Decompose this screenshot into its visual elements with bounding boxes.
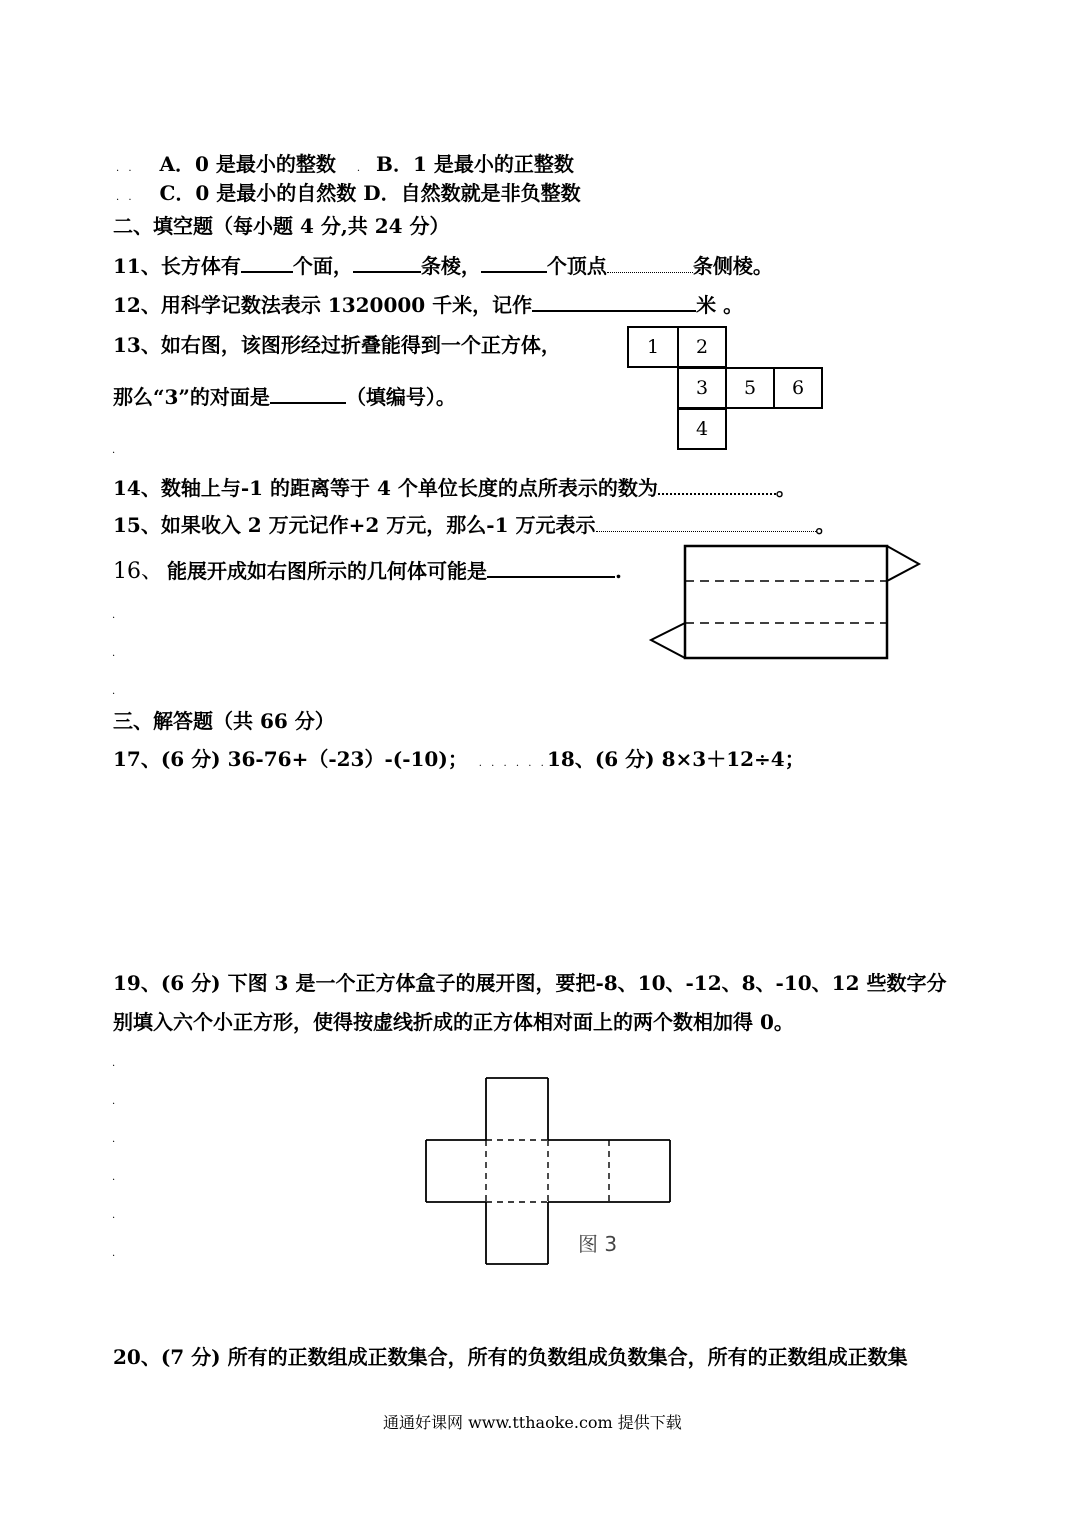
question-19-line-2: 别填入六个小正方形，使得按虚线折成的正方体相对面上的两个数相加得 0。	[113, 1010, 794, 1034]
q16-prism-net	[645, 540, 925, 665]
question-15	[113, 511, 836, 537]
margin-dot: .	[112, 1058, 119, 1069]
option-b: B．1 是最小的正整数	[376, 152, 574, 176]
q11-text-1: 11、长方体有	[113, 254, 241, 278]
option-line-cd	[116, 181, 581, 210]
q12-text-2: 米 。	[696, 293, 744, 317]
net-cell-3: 3	[677, 367, 727, 409]
margin-dot: .	[112, 1134, 119, 1145]
net-cell-5: 5	[725, 367, 775, 409]
margin-dot: .	[112, 1172, 119, 1183]
option-line-ab	[116, 152, 574, 181]
question-17	[113, 747, 559, 776]
q15-blank[interactable]	[596, 511, 816, 532]
q16-blank[interactable]	[487, 556, 615, 578]
q13-text-1: 那么“3”的对面是	[113, 385, 270, 409]
question-12	[113, 290, 743, 317]
q15-text-2: 。	[815, 513, 836, 537]
q11-blank-edges[interactable]	[353, 251, 421, 273]
net-cell-1: 1	[627, 326, 679, 368]
section-2-title: 二、填空题（每小题 4 分,共 24 分）	[113, 214, 450, 238]
margin-dot: .	[112, 610, 119, 621]
q15-text-1: 15、如果收入 2 万元记作+2 万元，那么-1 万元表示	[113, 513, 596, 537]
margin-dot: .	[112, 1210, 119, 1221]
page-footer: 通通好课网 www.tthaoke.com 提供下载	[383, 1413, 682, 1432]
question-16	[113, 556, 622, 584]
net-cell-6: 6	[773, 367, 823, 409]
q12-blank[interactable]	[532, 290, 696, 312]
question-13-line-2	[113, 382, 456, 409]
q11-blank-faces[interactable]	[241, 251, 293, 273]
q14-text-2: 。	[775, 476, 796, 500]
q16-text-2: .	[615, 559, 622, 583]
q11-text-2: 个面，	[292, 254, 353, 278]
q14-blank[interactable]	[658, 473, 776, 495]
option-cd: C．0 是最小的自然数 D．自然数就是非负整数	[159, 181, 581, 205]
q16-number: 16、	[113, 559, 163, 584]
q19-cube-net-figure	[420, 1072, 680, 1272]
margin-dot: .	[112, 1096, 119, 1107]
q11-text-5: 条侧棱。	[692, 254, 773, 278]
question-20-line-1: 20、(7 分) 所有的正数组成正数集合，所有的负数组成负数集合，所有的正数组成正数集	[113, 1345, 908, 1369]
q11-text-3: 条棱，	[420, 254, 481, 278]
leader-dots: . .	[116, 163, 135, 174]
q17-text: 17、(6 分) 36-76+（-23）-(-10)；	[113, 747, 468, 771]
net-cell-2: 2	[677, 326, 727, 368]
margin-dot: .	[112, 1248, 119, 1259]
margin-dot: .	[112, 445, 119, 456]
q11-text-4: 个顶点	[546, 254, 607, 278]
option-a: A．0 是最小的整数	[159, 152, 336, 176]
leader-dots: .	[356, 163, 364, 174]
q14-text-1: 14、数轴上与-1 的距离等于 4 个单位长度的点所表示的数为	[113, 476, 658, 500]
section-3-title: 三、解答题（共 66 分）	[113, 709, 335, 733]
q13-blank[interactable]	[270, 382, 346, 404]
question-13-line-1: 13、如右图，该图形经过折叠能得到一个正方体，	[113, 333, 561, 357]
question-19-line-1: 19、(6 分) 下图 3 是一个正方体盒子的展开图，要把-8、10、-12、8、-10、12 些数字分	[113, 971, 947, 995]
q12-text-1: 12、用科学记数法表示 1320000 千米，记作	[113, 293, 533, 317]
question-18: 18、(6 分) 8×3＋12÷4；	[547, 747, 805, 771]
figure-3-label: 图 3	[578, 1232, 618, 1256]
margin-dot: .	[112, 686, 119, 697]
q11-blank-lateral-edges[interactable]	[607, 252, 693, 273]
question-11	[113, 251, 773, 278]
margin-dot: .	[112, 648, 119, 659]
net-cell-4: 4	[677, 408, 727, 450]
q16-text-1: 能展开成如右图所示的几何体可能是	[167, 559, 487, 583]
leader-dots: . . . . . . .	[478, 758, 560, 769]
q11-blank-vertices[interactable]	[481, 251, 547, 273]
question-14	[113, 473, 796, 500]
q13-text-2: （填编号）。	[345, 385, 456, 409]
leader-dots: . .	[116, 192, 135, 203]
